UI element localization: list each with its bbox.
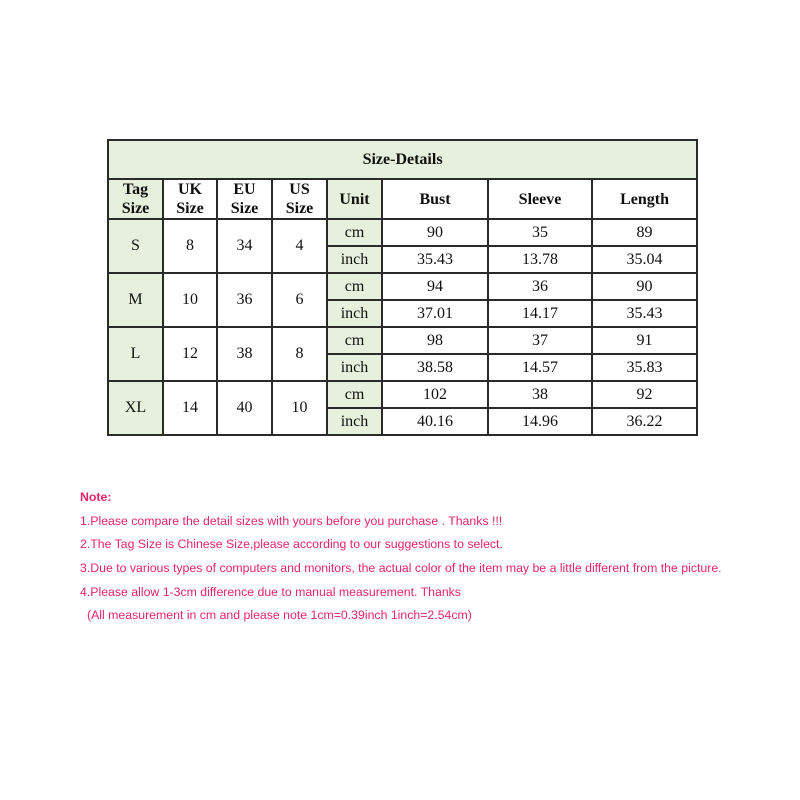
tag-size-cell: L (108, 327, 163, 381)
length-cell: 89 (592, 219, 697, 246)
table-row (108, 381, 697, 408)
length-cell: 35.83 (592, 354, 697, 381)
header-length: Length (592, 179, 697, 219)
length-cell: 90 (592, 273, 697, 300)
notes-title: Note: (80, 490, 112, 504)
us-size-cell: 6 (272, 273, 327, 327)
uk-size-cell: 14 (163, 381, 217, 435)
header-uk-size: UK Size (163, 179, 217, 219)
table-row (108, 273, 697, 300)
length-cell: 91 (592, 327, 697, 354)
table-row (108, 327, 697, 354)
unit-cell: inch (327, 354, 382, 381)
uk-size-cell: 10 (163, 273, 217, 327)
eu-size-cell: 34 (217, 219, 272, 273)
bust-cell: 35.43 (382, 246, 488, 273)
header-unit: Unit (327, 179, 382, 219)
bust-cell: 37.01 (382, 300, 488, 327)
sleeve-cell: 14.17 (488, 300, 592, 327)
unit-cell: inch (327, 408, 382, 435)
tag-size-cell: XL (108, 381, 163, 435)
uk-size-cell: 8 (163, 219, 217, 273)
bust-cell: 38.58 (382, 354, 488, 381)
unit-cell: inch (327, 300, 382, 327)
tag-size-cell: M (108, 273, 163, 327)
table-row (108, 219, 697, 246)
unit-cell: cm (327, 327, 382, 354)
bust-cell: 102 (382, 381, 488, 408)
length-cell: 92 (592, 381, 697, 408)
sleeve-cell: 14.96 (488, 408, 592, 435)
header-bust: Bust (382, 179, 488, 219)
us-size-cell: 8 (272, 327, 327, 381)
header-tag-size: Tag Size (108, 179, 163, 219)
sleeve-cell: 14.57 (488, 354, 592, 381)
bust-cell: 98 (382, 327, 488, 354)
length-cell: 36.22 (592, 408, 697, 435)
us-size-cell: 10 (272, 381, 327, 435)
notes-section (80, 486, 722, 628)
header-eu-size: EU Size (217, 179, 272, 219)
sleeve-cell: 35 (488, 219, 592, 246)
eu-size-cell: 40 (217, 381, 272, 435)
eu-size-cell: 38 (217, 327, 272, 381)
sleeve-cell: 13.78 (488, 246, 592, 273)
header-sleeve: Sleeve (488, 179, 592, 219)
measurement-note: (All measurement in cm and please note 1cm=0.39inch 1inch=2.54cm) (87, 608, 472, 623)
unit-cell: cm (327, 381, 382, 408)
bust-cell: 40.16 (382, 408, 488, 435)
sleeve-cell: 38 (488, 381, 592, 408)
tag-size-cell: S (108, 219, 163, 273)
sleeve-cell: 37 (488, 327, 592, 354)
size-details-table (107, 139, 698, 436)
note-item: 2.The Tag Size is Chinese Size,please according to our suggestions to select. (80, 537, 503, 552)
uk-size-cell: 12 (163, 327, 217, 381)
unit-cell: cm (327, 219, 382, 246)
note-item: 1.Please compare the detail sizes with yours before you purchase . Thanks !!! (80, 513, 503, 528)
unit-cell: cm (327, 273, 382, 300)
header-row (108, 179, 697, 219)
header-us-size: US Size (272, 179, 327, 219)
length-cell: 35.04 (592, 246, 697, 273)
note-item: 3.Due to various types of computers and monitors, the actual color of the item may be a little different from the picture. (80, 561, 722, 576)
bust-cell: 90 (382, 219, 488, 246)
table-title: Size-Details (108, 140, 697, 179)
eu-size-cell: 36 (217, 273, 272, 327)
unit-cell: inch (327, 246, 382, 273)
note-item: 4.Please allow 1-3cm difference due to manual measurement. Thanks (80, 584, 461, 599)
sleeve-cell: 36 (488, 273, 592, 300)
length-cell: 35.43 (592, 300, 697, 327)
bust-cell: 94 (382, 273, 488, 300)
us-size-cell: 4 (272, 219, 327, 273)
